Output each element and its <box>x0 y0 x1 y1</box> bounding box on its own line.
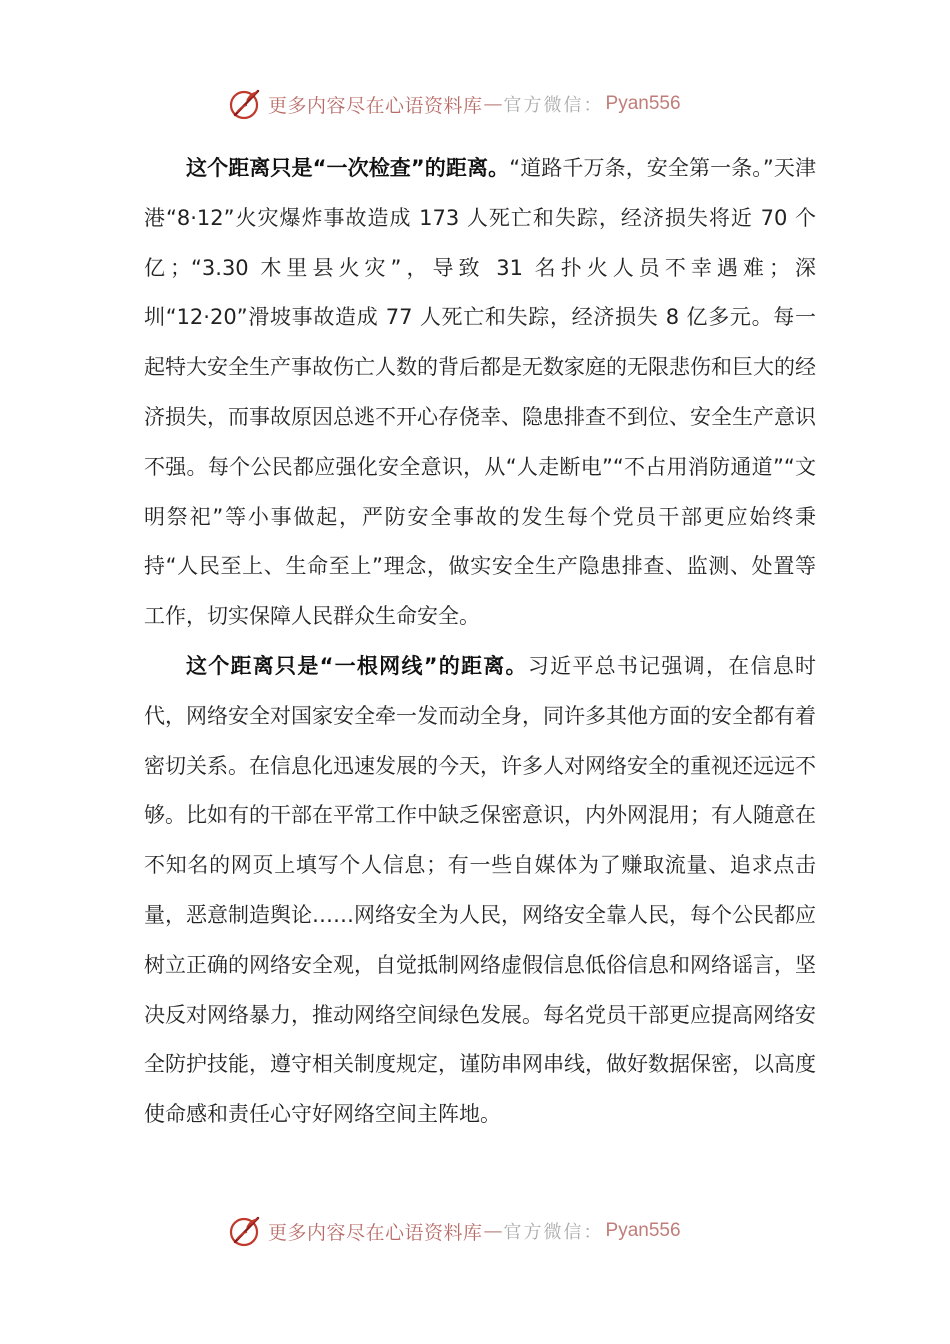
paragraph-text: 习近平总书记强调，在信息时代，网络安全对国家安全牵一发而动全身，同许多其他方面的安全都有着密切关系。在信息化迅速发展的今天，许多人对网络安全的重视还远远不够。比如有的干部在平常工作中缺乏保密意识，内外网混用；有人随意在不知名的网页上填写个人信息；有一些自媒体为了赚取流量、追求点击量，恶意制造舆论……网络安全为人民，网络安全靠人民，每个公民都应树立正确的网络安全观，自觉抵制网络虚假信息低俗信息和网络谣言，坚决反对网络暴力，推动网络空间绿色发展。每名党员干部更应提高网络安全防护技能，遵守相关制度规定，谨防串网串线，做好数据保密，以高度使命感和责任心守好网络空间主阵地。 <box>144 653 816 1127</box>
header-banner <box>228 84 748 124</box>
banner-wechat-id: Pyan556 <box>605 1220 681 1241</box>
paragraph <box>144 144 816 642</box>
paragraph-heading: 这个距离只是“一根网线”的距离。 <box>186 653 528 678</box>
banner-main-text: 更多内容尽在心语资料库 <box>268 1221 483 1244</box>
quill-logo-icon <box>228 86 264 122</box>
banner-main-text: 更多内容尽在心语资料库 <box>268 94 483 117</box>
footer-banner <box>228 1211 748 1251</box>
paragraph-text: “道路千万条，安全第一条。”天津港“8·12”火灾爆炸事故造成 173 人死亡和失踪，经济损失将近 70 个亿；“3.30 木里县火灾”，导致 31 名扑火人员不幸遇难；深圳“12·20”滑坡事故造成 77 人死亡和失踪，经济损失 8 亿多元。每一起特大安全生产事故伤亡人数的背后都是无数家庭的无限悲伤和巨大的经济损失，而事故原因总逃不开心存侥幸、隐患排查不到位、安全生产意识不强。每个公民都应强化安全意识，从“人走断电”“不占用消防通道”“文明祭祀”等小事做起，严防安全事故的发生每个党员干部更应始终秉持“人民至上、生命至上”理念，做实安全生产隐患排查、监测、处置等工作，切实保障人民群众生命安全。 <box>144 156 816 629</box>
banner-separator: — <box>483 1220 503 1242</box>
paragraph <box>144 642 816 1140</box>
banner-label: 官方微信： <box>503 95 604 116</box>
banner-label: 官方微信： <box>503 1222 604 1243</box>
document-body <box>144 144 816 1140</box>
banner-separator: — <box>483 93 503 115</box>
banner-wechat-id: Pyan556 <box>605 93 681 114</box>
paragraph-heading: 这个距离只是“一次检查”的距离。 <box>186 156 510 180</box>
quill-logo-icon <box>228 1213 264 1249</box>
